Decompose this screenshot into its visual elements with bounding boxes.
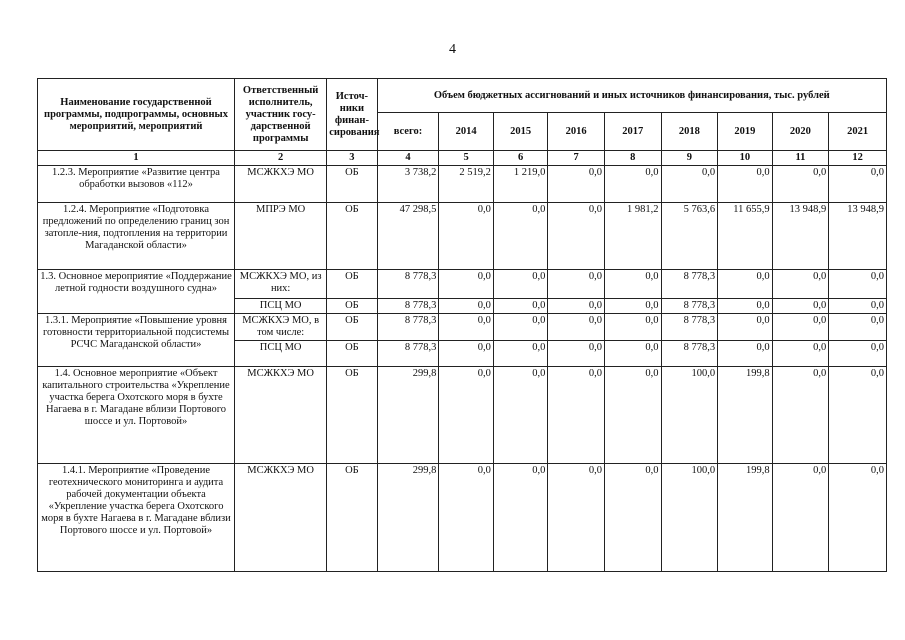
row-value: 0,0 [718, 166, 772, 203]
row-value: 0,0 [829, 314, 887, 341]
row-total: 299,8 [377, 464, 439, 572]
row-org: ПСЦ МО [235, 299, 327, 314]
row-value: 0,0 [718, 299, 772, 314]
row-org: МСЖКХЭ МО [235, 367, 327, 464]
row-value: 0,0 [718, 341, 772, 367]
row-value: 13 948,9 [829, 203, 887, 270]
header-year-2016: 2016 [548, 113, 605, 151]
row-org: МСЖКХЭ МО, из них: [235, 270, 327, 299]
row-src: ОБ [327, 166, 377, 203]
row-total: 3 738,2 [377, 166, 439, 203]
row-org: МСЖКХЭ МО [235, 166, 327, 203]
row-value: 0,0 [493, 341, 547, 367]
header-src-col: Источ-ники финан-сирования [327, 79, 377, 151]
row-value: 0,0 [493, 203, 547, 270]
row-src: ОБ [327, 367, 377, 464]
row-value: 0,0 [493, 270, 547, 299]
row-name: 1.4. Основное мероприятие «Объект капитального строительства «Укрепление участка берега Охотского моря в бухте Нагаева в г. Магадане вблизи Портового шоссе и ул. Портовой» [38, 367, 235, 464]
row-value: 0,0 [604, 367, 661, 464]
row-value: 0,0 [829, 299, 887, 314]
col-number: 5 [439, 151, 493, 166]
row-src: ОБ [327, 299, 377, 314]
header-year-2019: 2019 [718, 113, 772, 151]
row-value: 0,0 [829, 341, 887, 367]
row-value: 0,0 [548, 367, 605, 464]
table-row [38, 203, 887, 270]
row-value: 11 655,9 [718, 203, 772, 270]
row-value: 0,0 [829, 166, 887, 203]
col-number: 10 [718, 151, 772, 166]
header-year-2015: 2015 [493, 113, 547, 151]
row-total: 8 778,3 [377, 341, 439, 367]
col-number: 2 [235, 151, 327, 166]
header-budget-col: Объем бюджетных ассигнований и иных источников финансирования, тыс. рублей [377, 79, 886, 113]
col-number: 1 [38, 151, 235, 166]
row-value: 199,8 [718, 367, 772, 464]
row-total: 8 778,3 [377, 270, 439, 299]
table-row [38, 464, 887, 572]
row-value: 0,0 [439, 314, 493, 341]
budget-table [37, 78, 887, 572]
row-value: 0,0 [548, 464, 605, 572]
col-number: 9 [661, 151, 718, 166]
row-value: 0,0 [548, 341, 605, 367]
row-total: 8 778,3 [377, 299, 439, 314]
row-value: 0,0 [493, 299, 547, 314]
row-value: 8 778,3 [661, 299, 718, 314]
row-value: 0,0 [493, 314, 547, 341]
row-value: 0,0 [604, 341, 661, 367]
row-value: 0,0 [548, 203, 605, 270]
row-value: 0,0 [439, 299, 493, 314]
row-value: 1 981,2 [604, 203, 661, 270]
row-value: 0,0 [772, 166, 829, 203]
header-org-col: Ответственный исполнитель, участник госу-дарственной программы [235, 79, 327, 151]
row-value: 5 763,6 [661, 203, 718, 270]
row-value: 0,0 [772, 367, 829, 464]
row-org: МСЖКХЭ МО, в том числе: [235, 314, 327, 341]
row-value: 8 778,3 [661, 341, 718, 367]
row-value: 0,0 [772, 464, 829, 572]
row-total: 8 778,3 [377, 314, 439, 341]
row-value: 0,0 [439, 203, 493, 270]
row-src: ОБ [327, 464, 377, 572]
col-number: 6 [493, 151, 547, 166]
row-value: 0,0 [604, 314, 661, 341]
row-org: ПСЦ МО [235, 341, 327, 367]
page-number: 4 [449, 42, 456, 57]
row-value: 0,0 [829, 270, 887, 299]
row-value: 199,8 [718, 464, 772, 572]
row-src: ОБ [327, 270, 377, 299]
row-src: ОБ [327, 314, 377, 341]
row-value: 0,0 [439, 270, 493, 299]
row-total: 47 298,5 [377, 203, 439, 270]
row-src: ОБ [327, 341, 377, 367]
table-row [38, 314, 887, 341]
row-value: 0,0 [439, 367, 493, 464]
table-row [38, 270, 887, 299]
row-value: 0,0 [772, 314, 829, 341]
row-name: 1.3. Основное мероприятие «Поддержание летной годности воздушного судна» [38, 270, 235, 314]
row-value: 2 519,2 [439, 166, 493, 203]
row-value: 0,0 [718, 270, 772, 299]
header-year-2018: 2018 [661, 113, 718, 151]
row-value: 8 778,3 [661, 270, 718, 299]
row-value: 0,0 [661, 166, 718, 203]
row-value: 0,0 [439, 341, 493, 367]
table-row [38, 166, 887, 203]
row-org: МПРЭ МО [235, 203, 327, 270]
row-value: 100,0 [661, 464, 718, 572]
row-name: 1.2.3. Мероприятие «Развитие центра обработки вызовов «112» [38, 166, 235, 203]
row-name: 1.3.1. Мероприятие «Повышение уровня готовности территориальной подсистемы РСЧС Магаданской области» [38, 314, 235, 367]
col-number: 12 [829, 151, 887, 166]
table-row [38, 367, 887, 464]
row-value: 0,0 [548, 314, 605, 341]
row-value: 0,0 [604, 166, 661, 203]
row-total: 299,8 [377, 367, 439, 464]
row-value: 0,0 [718, 314, 772, 341]
row-value: 0,0 [493, 464, 547, 572]
row-src: ОБ [327, 203, 377, 270]
col-number: 8 [604, 151, 661, 166]
col-number: 3 [327, 151, 377, 166]
row-value: 0,0 [604, 299, 661, 314]
row-value: 0,0 [439, 464, 493, 572]
row-value: 1 219,0 [493, 166, 547, 203]
row-value: 0,0 [548, 166, 605, 203]
row-name: 1.4.1. Мероприятие «Проведение геотехнического мониторинга и аудита рабочей документации объекта «Укрепление участка берега Охотского моря в бухте Нагаева в г. Магадане вблизи Портового шоссе и ул. Портовой» [38, 464, 235, 572]
row-value: 0,0 [829, 367, 887, 464]
header-total: всего: [377, 113, 439, 151]
row-value: 100,0 [661, 367, 718, 464]
row-value: 13 948,9 [772, 203, 829, 270]
row-value: 0,0 [548, 270, 605, 299]
col-number: 4 [377, 151, 439, 166]
header-year-2014: 2014 [439, 113, 493, 151]
header-year-2020: 2020 [772, 113, 829, 151]
row-name: 1.2.4. Мероприятие «Подготовка предложений по определению границ зон затопле-ния, подтопления на территории Магаданской области» [38, 203, 235, 270]
row-value: 0,0 [772, 299, 829, 314]
header-year-2017: 2017 [604, 113, 661, 151]
row-value: 8 778,3 [661, 314, 718, 341]
row-org: МСЖКХЭ МО [235, 464, 327, 572]
header-name-col: Наименование государственной программы, подпрограммы, основных мероприятий, мероприятий [38, 79, 235, 151]
header-year-2021: 2021 [829, 113, 887, 151]
col-number: 7 [548, 151, 605, 166]
row-value: 0,0 [604, 270, 661, 299]
row-value: 0,0 [772, 341, 829, 367]
row-value: 0,0 [829, 464, 887, 572]
column-number-row [38, 151, 887, 166]
row-value: 0,0 [772, 270, 829, 299]
col-number: 11 [772, 151, 829, 166]
row-value: 0,0 [493, 367, 547, 464]
row-value: 0,0 [548, 299, 605, 314]
row-value: 0,0 [604, 464, 661, 572]
